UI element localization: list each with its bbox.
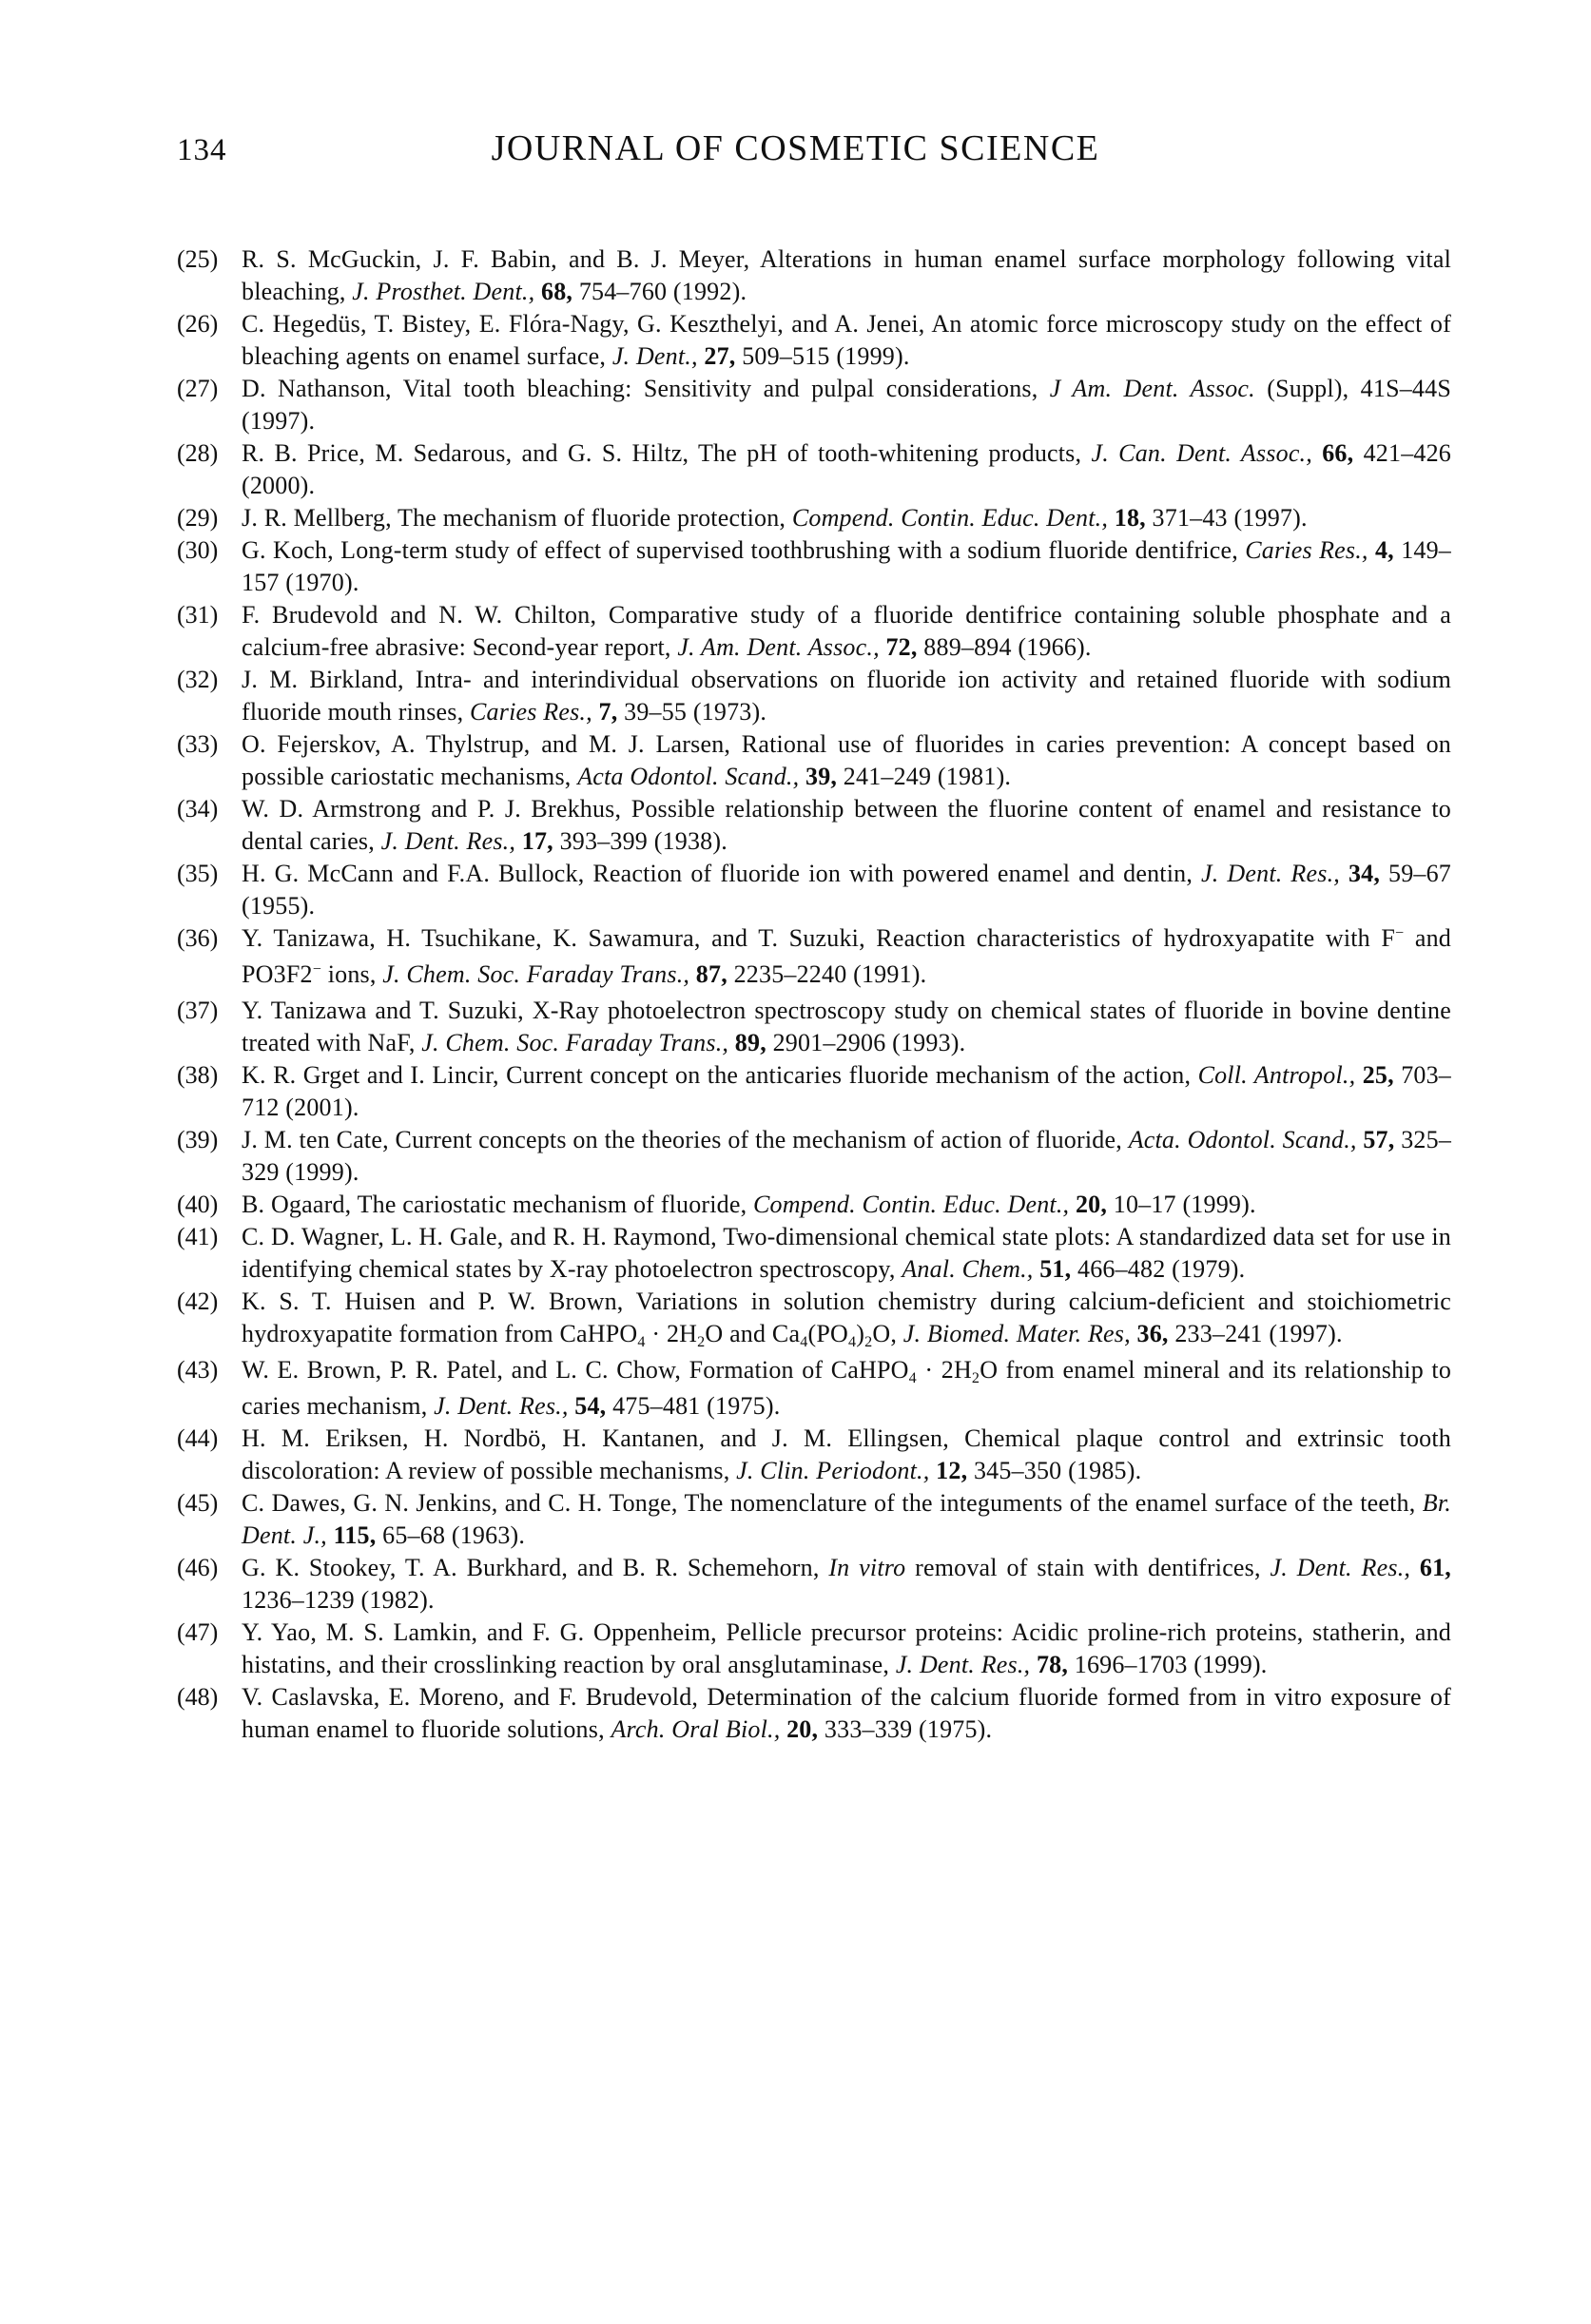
reference-text-segment: 12, <box>936 1457 968 1484</box>
reference-text-segment: J. R. Mellberg, The mechanism of fluoride protection, <box>242 504 792 532</box>
reference-number: (28) <box>177 439 219 467</box>
reference-text-segment: 4 <box>847 1333 857 1350</box>
reference-text-segment: Anal. Chem., <box>902 1255 1034 1283</box>
reference-item <box>177 1221 1451 1286</box>
reference-item <box>177 922 1451 995</box>
reference-text-segment: J. Can. Dent. Assoc., <box>1091 439 1312 467</box>
reference-item <box>177 308 1451 373</box>
reference-number: (36) <box>177 924 219 952</box>
reference-number: (34) <box>177 795 219 823</box>
reference-text <box>242 728 1451 793</box>
reference-number: (39) <box>177 1126 219 1153</box>
reference-text-segment: 4 <box>908 1369 917 1386</box>
reference-number: (40) <box>177 1191 219 1218</box>
reference-text-segment: 325–329 (1999). <box>242 1126 1452 1186</box>
reference-text-segment <box>1410 1554 1420 1581</box>
reference-text-segment: O, <box>872 1320 903 1347</box>
reference-text-segment: J. Biomed. Mater. Res, <box>902 1320 1131 1347</box>
reference-text-segment: Arch. Oral Biol., <box>611 1715 781 1743</box>
reference-text-segment: J. Chem. Soc. Faraday Trans., <box>421 1029 729 1056</box>
reference-text-segment: 59–67 (1955). <box>242 860 1452 920</box>
reference-text <box>242 793 1451 858</box>
reference-text <box>242 502 1451 534</box>
reference-text-segment: J. M. Birkland, Intra- and interindividual observations on fluoride ion activity and retained fluoride with sodium fluoride mouth rinses, <box>242 666 1451 726</box>
reference-text-segment: 78, <box>1036 1651 1069 1678</box>
reference-text-segment: 25, <box>1362 1061 1394 1089</box>
reference-text-segment: J. Dent., <box>611 342 698 370</box>
reference-number: (33) <box>177 730 219 758</box>
reference-text-segment: Acta Odontol. Scand., <box>577 763 800 790</box>
reference-text-segment <box>1030 1651 1037 1678</box>
reference-text-segment: 4 <box>637 1333 646 1350</box>
journal-title: JOURNAL OF COSMETIC SCIENCE <box>491 128 1100 168</box>
reference-text-segment: C. Dawes, G. N. Jenkins, and C. H. Tonge, The nomenclature of the integuments of the enamel surface of the teeth, <box>242 1489 1423 1517</box>
reference-number: (37) <box>177 997 219 1024</box>
reference-number: (27) <box>177 375 219 402</box>
reference-text-segment: J. M. ten Cate, Current concepts on the theories of the mechanism of action of fluoride, <box>242 1126 1129 1153</box>
reference-text-segment: ions, <box>321 960 383 988</box>
reference-text-segment: (PO <box>807 1320 848 1347</box>
reference-text-segment <box>799 763 805 790</box>
reference-item <box>177 793 1451 858</box>
reference-text-segment: Y. Tanizawa and T. Suzuki, X-Ray photoelectron spectroscopy study on chemical states of fluoride in bovine dentine treated with NaF, <box>242 997 1451 1056</box>
reference-item <box>177 1286 1451 1354</box>
reference-item <box>177 502 1451 534</box>
reference-text-segment: H. M. Eriksen, H. Nordbö, H. Kantanen, and J. M. Ellingsen, Chemical plaque control and extrinsic tooth discoloration: A review of possible mechanisms, <box>242 1424 1451 1484</box>
reference-text <box>242 1221 1451 1286</box>
reference-item <box>177 995 1451 1059</box>
reference-text-segment: 36, <box>1136 1320 1169 1347</box>
reference-text-segment: R. B. Price, M. Sedarous, and G. S. Hiltz, The pH of tooth-whitening products, <box>242 439 1092 467</box>
reference-text-segment: 20, <box>786 1715 819 1743</box>
reference-text <box>242 599 1451 664</box>
reference-text-segment: J. Dent. Res., <box>895 1651 1031 1678</box>
reference-number: (26) <box>177 310 219 338</box>
reference-text-segment: F. Brudevold and N. W. Chilton, Comparative study of a fluoride dentifrice containing soluble phosphate and a calcium-free abrasive: Second-year report, <box>242 601 1451 661</box>
reference-item <box>177 1681 1451 1746</box>
reference-text <box>242 308 1451 373</box>
reference-item <box>177 728 1451 793</box>
reference-item <box>177 1059 1451 1124</box>
reference-number: (48) <box>177 1683 219 1711</box>
reference-text-segment: Compend. Contin. Educ. Dent., <box>753 1191 1070 1218</box>
reference-text-segment: 54, <box>574 1392 607 1420</box>
reference-number: (47) <box>177 1618 219 1646</box>
reference-text-segment: Coll. Antropol., <box>1197 1061 1356 1089</box>
reference-text <box>242 664 1451 728</box>
reference-text-segment: 4 <box>800 1333 808 1350</box>
reference-text-segment: Br. Dent. J., <box>242 1489 1451 1549</box>
reference-number: (35) <box>177 860 219 887</box>
reference-text <box>242 1189 1451 1221</box>
reference-text-segment: J. Clin. Periodont., <box>736 1457 930 1484</box>
reference-text-segment: 371–43 (1997). <box>1145 504 1308 532</box>
reference-text-segment: 2235–2240 (1991). <box>727 960 927 988</box>
reference-text-segment: 72, <box>885 633 918 661</box>
reference-text-segment: 889–894 (1966). <box>917 633 1092 661</box>
reference-number: (32) <box>177 666 219 693</box>
reference-text <box>242 1059 1451 1124</box>
reference-text-segment: 10–17 (1999). <box>1107 1191 1256 1218</box>
reference-text-segment: J. Am. Dent. Assoc., <box>677 633 880 661</box>
reference-text-segment: 2 <box>697 1333 706 1350</box>
reference-text-segment: O. Fejerskov, A. Thylstrup, and M. J. Larsen, Rational use of fluorides in caries prevention: A concept based on possible cariostatic mechanisms, <box>242 730 1451 790</box>
reference-number: (38) <box>177 1061 219 1089</box>
reference-text-segment: J. Dent. Res., <box>1201 860 1340 887</box>
reference-text-segment: − <box>1395 925 1405 942</box>
reference-text-segment <box>515 827 522 855</box>
reference-text-segment: 7, <box>598 698 618 726</box>
reference-text-segment: 65–68 (1963). <box>376 1521 526 1549</box>
reference-text-segment: Caries Res., <box>1245 536 1368 564</box>
reference-text-segment: V. Caslavska, E. Moreno, and F. Brudevold, Determination of the calcium fluoride formed from in vitro exposure of human enamel to fluoride solutions, <box>242 1683 1451 1743</box>
reference-text-segment: Y. Yao, M. S. Lamkin, and F. G. Oppenheim, Pellicle precursor proteins: Acidic proline-rich proteins, statherin, and histatins, and their crosslinking reaction by oral ansglutaminase, <box>242 1618 1451 1678</box>
reference-item <box>177 1487 1451 1552</box>
reference-item <box>177 1617 1451 1681</box>
reference-number: (43) <box>177 1356 219 1384</box>
reference-item <box>177 1354 1451 1423</box>
reference-text-segment: (Suppl), 41S–44S (1997). <box>242 375 1451 435</box>
reference-text-segment <box>1368 536 1375 564</box>
reference-text-segment: W. E. Brown, P. R. Patel, and L. C. Chow, Formation of CaHPO <box>242 1356 909 1384</box>
reference-text-segment: 4, <box>1374 536 1394 564</box>
reference-text-segment: R. S. McGuckin, J. F. Babin, and B. J. Meyer, Alterations in human enamel surface morphology following vital bleaching, <box>242 245 1451 305</box>
reference-text-segment: 1236–1239 (1982). <box>242 1586 435 1614</box>
reference-text-segment: 87, <box>695 960 728 988</box>
reference-text-segment <box>1355 1061 1362 1089</box>
reference-text-segment: 241–249 (1981). <box>837 763 1012 790</box>
reference-text-segment: 475–481 (1975). <box>606 1392 781 1420</box>
reference-item <box>177 437 1451 502</box>
reference-text-segment: 333–339 (1975). <box>818 1715 993 1743</box>
reference-text-segment: J. Dent. Res., <box>1270 1554 1411 1581</box>
reference-text-segment: In vitro <box>828 1554 906 1581</box>
reference-number: (46) <box>177 1554 219 1581</box>
reference-item <box>177 664 1451 728</box>
reference-item <box>177 1124 1451 1189</box>
reference-text-segment <box>1340 860 1348 887</box>
reference-text-segment: 39, <box>805 763 838 790</box>
reference-item <box>177 534 1451 599</box>
reference-text <box>242 922 1451 995</box>
reference-text-segment: 703–712 (2001). <box>242 1061 1451 1121</box>
reference-list <box>177 243 1451 1746</box>
reference-text-segment: 57, <box>1363 1126 1395 1153</box>
reference-text-segment: · 2H <box>645 1320 698 1347</box>
reference-text-segment: B. Ogaard, The cariostatic mechanism of fluoride, <box>242 1191 754 1218</box>
reference-text <box>242 1354 1451 1423</box>
reference-text-segment: O from enamel mineral and its relationship to caries mechanism, <box>242 1356 1452 1420</box>
reference-text-segment: 2 <box>971 1369 980 1386</box>
reference-number: (30) <box>177 536 219 564</box>
reference-text-segment: 421–426 (2000). <box>242 439 1452 499</box>
reference-text-segment: − <box>312 961 321 978</box>
reference-text-segment: K. R. Grget and I. Lincir, Current concept on the anticaries fluoride mechanism of the action, <box>242 1061 1198 1089</box>
reference-number: (42) <box>177 1288 219 1315</box>
reference-text-segment <box>1108 504 1115 532</box>
reference-item <box>177 1423 1451 1487</box>
reference-text-segment <box>1131 1320 1137 1347</box>
reference-text-segment: 509–515 (1999). <box>735 342 910 370</box>
reference-text-segment: J. Chem. Soc. Faraday Trans., <box>382 960 690 988</box>
reference-text <box>242 1552 1451 1617</box>
reference-text <box>242 1617 1451 1681</box>
reference-text-segment <box>689 960 696 988</box>
reference-item <box>177 858 1451 922</box>
reference-text-segment: 39–55 (1973). <box>617 698 767 726</box>
page-header <box>0 127 1591 171</box>
reference-text-segment: J Am. Dent. Assoc. <box>1049 375 1255 402</box>
reference-text-segment <box>327 1521 334 1549</box>
reference-item <box>177 373 1451 437</box>
reference-text-segment: · 2H <box>916 1356 972 1384</box>
reference-text-segment: J. Dent. Res., <box>434 1392 569 1420</box>
reference-text <box>242 534 1451 599</box>
reference-text-segment <box>728 1029 735 1056</box>
reference-text <box>242 1681 1451 1746</box>
reference-text <box>242 995 1451 1059</box>
reference-text <box>242 1423 1451 1487</box>
reference-number: (45) <box>177 1489 219 1517</box>
reference-item <box>177 599 1451 664</box>
reference-text-segment: Caries Res., <box>470 698 592 726</box>
reference-text-segment: D. Nathanson, Vital tooth bleaching: Sensitivity and pulpal considerations, <box>242 375 1050 402</box>
reference-number: (29) <box>177 504 219 532</box>
reference-text-segment: 27, <box>704 342 736 370</box>
reference-text-segment <box>592 698 599 726</box>
reference-text-segment: 1696–1703 (1999). <box>1068 1651 1268 1678</box>
reference-text-segment: J. Prosthet. Dent., <box>352 278 535 305</box>
reference-number: (41) <box>177 1223 219 1250</box>
reference-text-segment: 345–350 (1985). <box>967 1457 1142 1484</box>
reference-text-segment: 115, <box>333 1521 377 1549</box>
reference-text <box>242 243 1451 308</box>
reference-text-segment: Y. Tanizawa, H. Tsuchikane, K. Sawamura, and T. Suzuki, Reaction characteristics of hydroxyapatite with F <box>242 924 1396 952</box>
reference-text-segment: C. Hegedüs, T. Bistey, E. Flóra-Nagy, G. Keszthelyi, and A. Jenei, An atomic force microscopy study on the effect of bleaching agents on enamel surface, <box>242 310 1451 370</box>
reference-text-segment <box>534 278 541 305</box>
reference-text <box>242 1286 1451 1354</box>
reference-text-segment: K. S. T. Huisen and P. W. Brown, Variations in solution chemistry during calcium-deficient and stoichiometric hydroxyapatite formation from CaHPO <box>242 1288 1451 1347</box>
reference-text-segment: 68, <box>541 278 573 305</box>
reference-text-segment: 34, <box>1348 860 1381 887</box>
page-number: 134 <box>177 133 227 167</box>
reference-text <box>242 858 1451 922</box>
reference-text <box>242 1124 1451 1189</box>
reference-text-segment <box>1312 439 1322 467</box>
reference-number: (25) <box>177 245 219 273</box>
reference-text-segment: and PO3F2 <box>242 924 1451 988</box>
reference-text <box>242 373 1451 437</box>
reference-text-segment: ) <box>856 1320 865 1347</box>
reference-item <box>177 1189 1451 1221</box>
reference-text-segment: C. D. Wagner, L. H. Gale, and R. H. Raymond, Two-dimensional chemical state plots: A standardized data set for use in identifying chemical states by X-ray photoelectron spectroscopy, <box>242 1223 1451 1283</box>
reference-text-segment: 2 <box>864 1333 873 1350</box>
reference-text-segment: Compend. Contin. Educ. Dent., <box>791 504 1109 532</box>
reference-text-segment: removal of stain with dentifrices, <box>905 1554 1271 1581</box>
reference-text-segment: H. G. McCann and F.A. Bullock, Reaction of fluoride ion with powered enamel and dentin, <box>242 860 1202 887</box>
reference-text-segment: O and Ca <box>705 1320 801 1347</box>
reference-text-segment: 233–241 (1997). <box>1168 1320 1343 1347</box>
reference-text <box>242 1487 1451 1552</box>
reference-text-segment: 2901–2906 (1993). <box>766 1029 966 1056</box>
reference-number: (31) <box>177 601 219 629</box>
reference-text-segment: 66, <box>1322 439 1354 467</box>
reference-text-segment: 149–157 (1970). <box>242 536 1451 596</box>
reference-text-segment: 17, <box>521 827 553 855</box>
reference-text-segment: 393–399 (1938). <box>553 827 728 855</box>
reference-number: (44) <box>177 1424 219 1452</box>
reference-text-segment: 20, <box>1075 1191 1108 1218</box>
reference-text-segment: J. Dent. Res., <box>380 827 516 855</box>
reference-text-segment: G. K. Stookey, T. A. Burkhard, and B. R. Schemehorn, <box>242 1554 829 1581</box>
reference-text-segment: 61, <box>1419 1554 1451 1581</box>
reference-text <box>242 437 1451 502</box>
reference-text-segment: 18, <box>1114 504 1146 532</box>
reference-text-segment: G. Koch, Long-term study of effect of supervised toothbrushing with a sodium fluoride dentifrice, <box>242 536 1246 564</box>
reference-text-segment: 754–760 (1992). <box>572 278 747 305</box>
reference-text-segment: W. D. Armstrong and P. J. Brekhus, Possible relationship between the fluorine content of enamel and resistance to dental caries, <box>242 795 1451 855</box>
reference-text-segment: 51, <box>1039 1255 1072 1283</box>
reference-text-segment: Acta. Odontol. Scand., <box>1128 1126 1357 1153</box>
reference-text-segment <box>1069 1191 1076 1218</box>
reference-text-segment: 466–482 (1979). <box>1071 1255 1246 1283</box>
reference-text-segment: 89, <box>734 1029 766 1056</box>
reference-item <box>177 243 1451 308</box>
reference-item <box>177 1552 1451 1617</box>
